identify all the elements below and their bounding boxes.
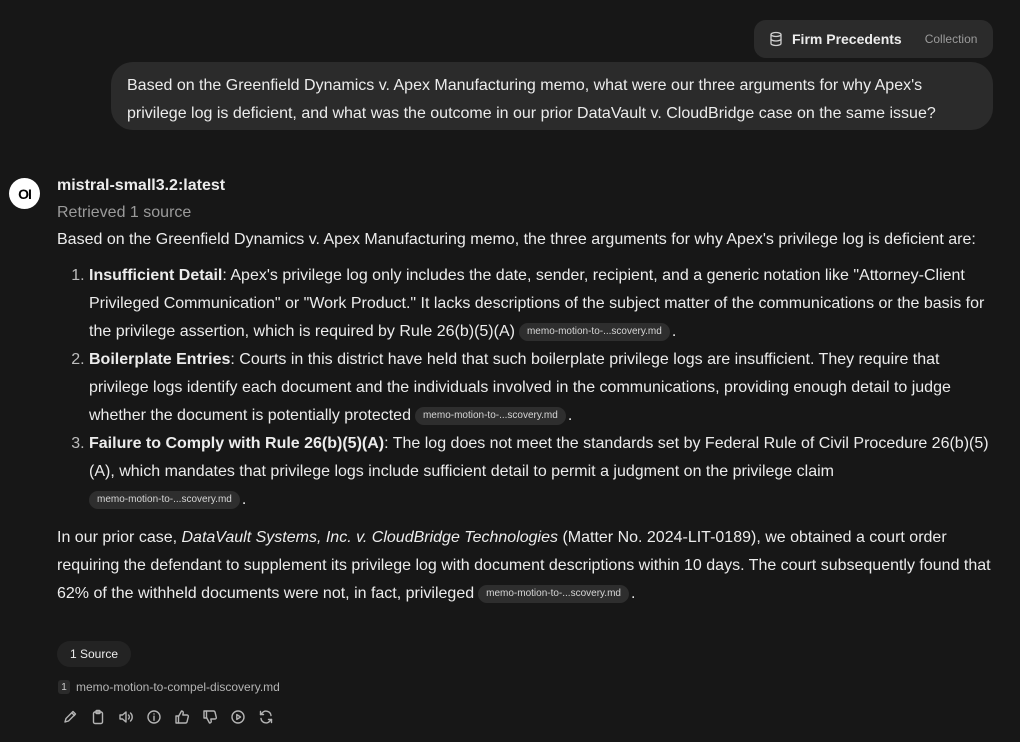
item-title: Insufficient Detail (89, 267, 223, 284)
thumbs-up-icon[interactable] (174, 709, 192, 727)
item-title: Boilerplate Entries (89, 351, 231, 368)
sources-button[interactable]: 1 Source (57, 641, 131, 667)
citation-chip[interactable]: memo-motion-to-...scovery.md (89, 491, 240, 509)
collection-type: Collection (924, 32, 978, 46)
citation-chip[interactable]: memo-motion-to-...scovery.md (415, 407, 566, 425)
outcome-text: (Matter No. 2024-LIT-0189), we obtained a court order requiring the defendant to supplement its privilege log with document descriptions within 10 days. The court subsequently found that 62% of the withheld documents were not, in fact, privileged (57, 529, 991, 602)
regenerate-icon[interactable] (258, 709, 276, 727)
message-actions (62, 709, 286, 727)
citation-chip[interactable]: memo-motion-to-...scovery.md (478, 585, 629, 603)
collection-chip[interactable] (754, 20, 993, 58)
copy-icon[interactable] (90, 709, 108, 727)
answer-outcome: In our prior case, DataVault Systems, Inc. v. CloudBridge Technologies (Matter No. 2024-LIT-0189), we obtained a court order requiring the defendant to supplement its privilege log with document descriptions within 10 days. The court subsequently found that 62% of the withheld documents were not, in fact, privileged memo-motion-to-...scovery.md . (57, 529, 991, 602)
thumbs-down-icon[interactable] (202, 709, 220, 727)
retrieved-status[interactable]: Retrieved 1 source (57, 204, 192, 221)
info-icon[interactable] (146, 709, 164, 727)
database-icon (768, 31, 784, 47)
answer-intro: Based on the Greenfield Dynamics v. Apex Manufacturing memo, the three arguments for why Apex's privilege log is deficient are: (57, 231, 976, 248)
source-number: 1 (58, 680, 70, 694)
speaker-icon[interactable] (118, 709, 136, 727)
list-item: 3. Failure to Comply with Rule 26(b)(5)(A): The log does not meet the standards set by Federal Rule of Civil Procedure 26(b)(5)(A), which mandates that privilege logs include sufficient detail to permit a judgment on the privilege claim memo-motion-to-...scovery.md . (89, 430, 997, 514)
list-item: 2. Boilerplate Entries: Courts in this district have held that such boilerplate privilege logs are insufficient. They require that privilege logs identify each document and the individuals involved in the communications, providing enough detail to judge whether the document is potentially protected memo-motion-to-...scovery.md . (89, 346, 997, 430)
item-title: Failure to Comply with Rule 26(b)(5)(A) (89, 435, 385, 452)
citation-chip[interactable]: memo-motion-to-...scovery.md (519, 323, 670, 341)
case-name: DataVault Systems, Inc. v. CloudBridge Technologies (181, 529, 558, 546)
arguments-list (57, 262, 997, 514)
item-text: : The log does not meet the standards set by Federal Rule of Civil Procedure 26(b)(5)(A), which mandates that privilege logs include sufficient detail to permit a judgment on the privilege claim (89, 435, 989, 480)
assistant-avatar: OI (9, 178, 40, 209)
play-icon[interactable] (230, 709, 248, 727)
source-item[interactable] (58, 680, 280, 694)
item-text: : Courts in this district have held that such boilerplate privilege logs are insufficient. They require that privilege logs identify each document and the individuals involved in the communications, providing enough detail to judge whether the document is potentially protected (89, 351, 951, 424)
edit-icon[interactable] (62, 709, 80, 727)
assistant-answer (57, 226, 997, 608)
collection-name: Firm Precedents (792, 31, 902, 47)
user-message: Based on the Greenfield Dynamics v. Apex Manufacturing memo, what were our three arguments for why Apex's privilege log is deficient, and what was the outcome in our prior DataVault v. CloudBridge case on the same issue? (111, 62, 993, 130)
outcome-prefix: In our prior case, (57, 529, 182, 546)
source-filename: memo-motion-to-compel-discovery.md (76, 680, 280, 694)
model-name[interactable]: mistral-small3.2:latest (57, 177, 226, 194)
list-item: 1. Insufficient Detail: Apex's privilege log only includes the date, sender, recipient, and a generic notation like "Attorney-Client Privileged Communication" or "Work Product." It lacks descriptions of the subject matter of the communications or the basis for the privilege assertion, which is required by Rule 26(b)(5)(A) memo-motion-to-...scovery.md . (89, 262, 997, 346)
item-text: : Apex's privilege log only includes the date, sender, recipient, and a generic notation like "Attorney-Client Privileged Communication" or "Work Product." It lacks descriptions of the subject matter of the communications or the basis for the privilege assertion, which is required by Rule 26(b)(5)(A) (89, 267, 985, 340)
